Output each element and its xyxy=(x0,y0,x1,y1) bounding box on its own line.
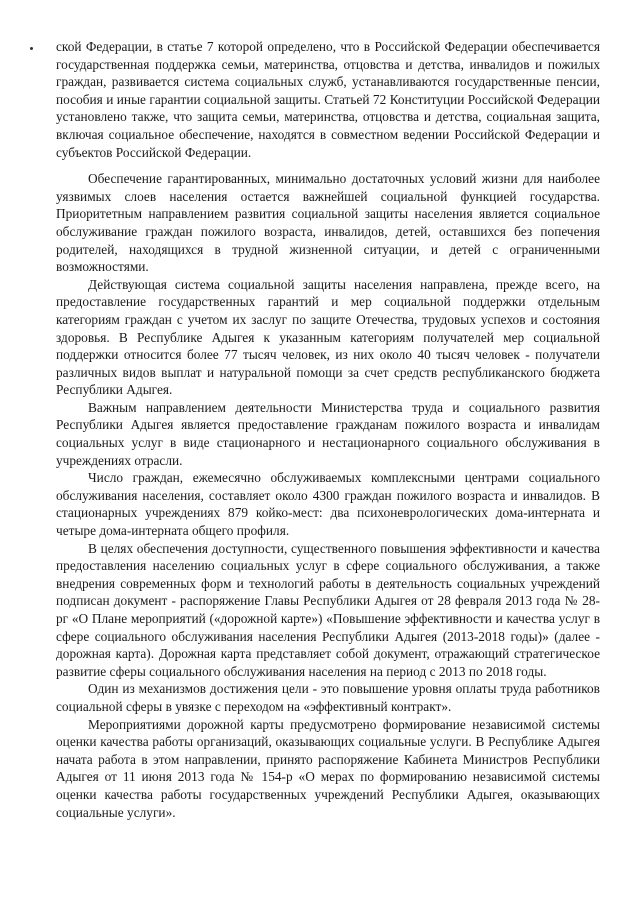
paragraph-road-map: В целях обеспечения доступности, существенного повышения эффективности и качества предоставления населению социальных услуг в сфере социального обслуживания, а также внедрения современных форм и технологий работы в деятельность социальных учреждений подписан документ - распоряжение Главы Республики Адыгея от 28 февраля 2013 года № 28-рг «О Плане мероприятий («дорожной карте») «Повышение эффективности и качества услуг в сфере социального обслуживания населения Республики Адыгея (2013-2018 годы)» (далее - дорожная карта). Дорожная карта представляет собой документ, отражающий стратегическое развитие сферы социального обслуживания населения на период с 2013 по 2018 годы. xyxy=(56,540,600,679)
paragraph-ministry-direction: Важным направлением деятельности Министерства труда и социального развития Республики Адыгея является предоставление гражданам пожилого возраста и инвалидам социальных услуг в виде стационарного и нестационарного социального обслуживания в учреждениях отрасли. xyxy=(56,399,600,468)
paragraph-constitution-continuation: ской Федерации, в статье 7 которой определено, что в Российской Федерации обеспечивается государственная поддержка семьи, материнства, отцовства и детства, инвалидов и пожилых граждан, развивается система социальных служб, устанавливаются государственные пенсии, пособия и иные гарантии социальной защиты. Статьей 72 Конституции Российской Федерации установлено также, что защита семьи, материнства, отцовства и детства, социальная защита, включая социальное обеспечение, находятся в совместном ведении Российской Федерации и субъектов Российской Федерации. xyxy=(56,39,600,160)
paragraph-independent-evaluation: Мероприятиями дорожной карты предусмотрено формирование независимой системы оценки качества работы организаций, оказывающих социальные услуги. В Республике Адыгея начата работа в этом направлении, принято распоряжение Кабинета Министров Республики Адыгея от 11 июня 2013 года № 154-р «О мерах по формированию независимой системы оценки качества работы государственных учреждений Республики Адыгея, оказывающих социальные услуги». xyxy=(56,716,600,820)
paragraph-guaranteed-conditions: Обеспечение гарантированных, минимально достаточных условий жизни для наиболее уязвимых слоев населения остается важнейшей социальной функцией государства. Приоритетным направлением развития социальной защиты населения является социальное обслуживание граждан пожилого возраста, инвалидов, детей, оставшихся без попечения родителей, находящихся в трудной жизненной ситуации, и детей с ограниченными возможностями. xyxy=(56,171,600,275)
paragraph-mechanisms: Один из механизмов достижения цели - это повышение уровня оплаты труда работников социальной сферы в увязке с переходом на «эффективный контракт». xyxy=(56,681,600,714)
scan-speck xyxy=(30,47,33,50)
paragraph-current-system: Действующая система социальной защиты населения направлена, прежде всего, на предоставление государственных гарантий и мер социальной поддержки отдельным категориям граждан с учетом их заслуг по защите Отечества, трудовых успехов и состояния здоровья. В Республике Адыгея к указанным категориям получателей мер социальной поддержки относится более 77 тысяч человек, из них около 40 тысяч человек - получатели различных видов выплат и натуральной помощи за счет средств республиканского бюджета Республики Адыгея. xyxy=(56,276,600,398)
document-page xyxy=(56,38,600,821)
paragraph-citizens-served: Число граждан, ежемесячно обслуживаемых комплексными центрами социального обслуживания населения, составляет около 4300 граждан пожилого возраста и инвалидов. В стационарных учреждениях 879 койко-мест: два психоневрологических дома-интерната и четыре дома-интерната общего профиля. xyxy=(56,470,600,539)
